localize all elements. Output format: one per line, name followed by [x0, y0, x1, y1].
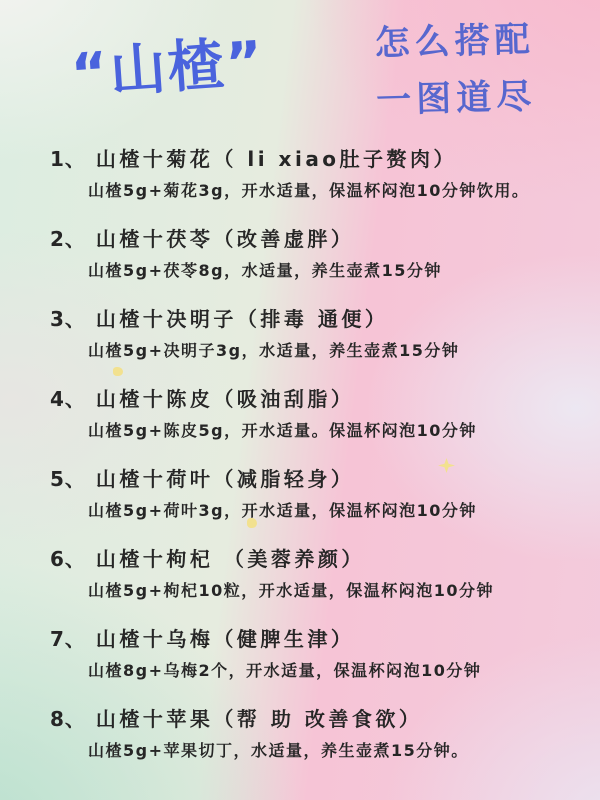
item-heading — [50, 146, 582, 173]
item-heading — [50, 386, 582, 413]
subtitle — [327, 11, 585, 131]
item-detail: 山楂5g+荷叶3g，开水适量，保温杯闷泡10分钟 — [88, 501, 477, 520]
main-title: “山楂” — [68, 29, 267, 108]
item-detail: 山楂5g+菊花3g，开水适量，保温杯闷泡10分钟饮用。 — [88, 181, 530, 200]
item-title: 山楂十乌梅（健脾生津） — [95, 627, 355, 651]
item-heading — [50, 466, 582, 493]
item-number: 5、 — [50, 467, 86, 491]
item-detail: 山楂5g+陈皮5g，开水适量。保温杯闷泡10分钟 — [88, 421, 477, 440]
item-title: 山楂十苹果（帮 助 改善食欲） — [95, 707, 423, 731]
item-title: 山楂十菊花（ li xiao肚子赘肉） — [95, 147, 458, 171]
item-title: 山楂十决明子（排毒 通便） — [95, 307, 389, 331]
item-number: 6、 — [50, 547, 86, 571]
item-detail: 山楂5g+茯苓8g，水适量，养生壶煮15分钟 — [88, 261, 442, 280]
list-item — [50, 626, 582, 681]
item-heading — [50, 226, 582, 253]
list-item — [50, 226, 582, 281]
item-number: 7、 — [50, 627, 86, 651]
item-title: 山楂十荷叶（减脂轻身） — [95, 467, 355, 491]
subtitle-line-1: 怎么搭配 — [374, 19, 536, 65]
item-number: 2、 — [50, 227, 86, 251]
item-title: 山楂十陈皮（吸油刮脂） — [95, 387, 355, 411]
item-number: 8、 — [50, 707, 86, 731]
list-item — [50, 546, 582, 601]
item-heading — [50, 306, 582, 333]
item-title: 山楂十茯苓（改善虚胖） — [95, 227, 355, 251]
recipe-list — [0, 146, 600, 786]
item-number: 3、 — [50, 307, 86, 331]
item-detail: 山楂8g+乌梅2个，开水适量，保温杯闷泡10分钟 — [88, 661, 482, 680]
list-item — [50, 386, 582, 441]
item-detail: 山楂5g+枸杞10粒，开水适量，保温杯闷泡10分钟 — [88, 581, 495, 600]
list-item — [50, 466, 582, 521]
item-heading — [50, 546, 582, 573]
subtitle-line-2: 一图道尽 — [375, 76, 537, 121]
poster-header — [0, 0, 600, 148]
item-number: 1、 — [50, 147, 86, 171]
item-number: 4、 — [50, 387, 86, 411]
item-detail: 山楂5g+决明子3g，水适量，养生壶煮15分钟 — [88, 341, 460, 360]
list-item — [50, 306, 582, 361]
list-item — [50, 706, 582, 761]
item-heading — [50, 706, 582, 733]
list-item — [50, 146, 582, 201]
item-detail: 山楂5g+苹果切丁，水适量，养生壶煮15分钟。 — [88, 741, 469, 760]
item-heading — [50, 626, 582, 653]
item-title: 山楂十枸杞 （美蓉养颜） — [95, 547, 365, 571]
